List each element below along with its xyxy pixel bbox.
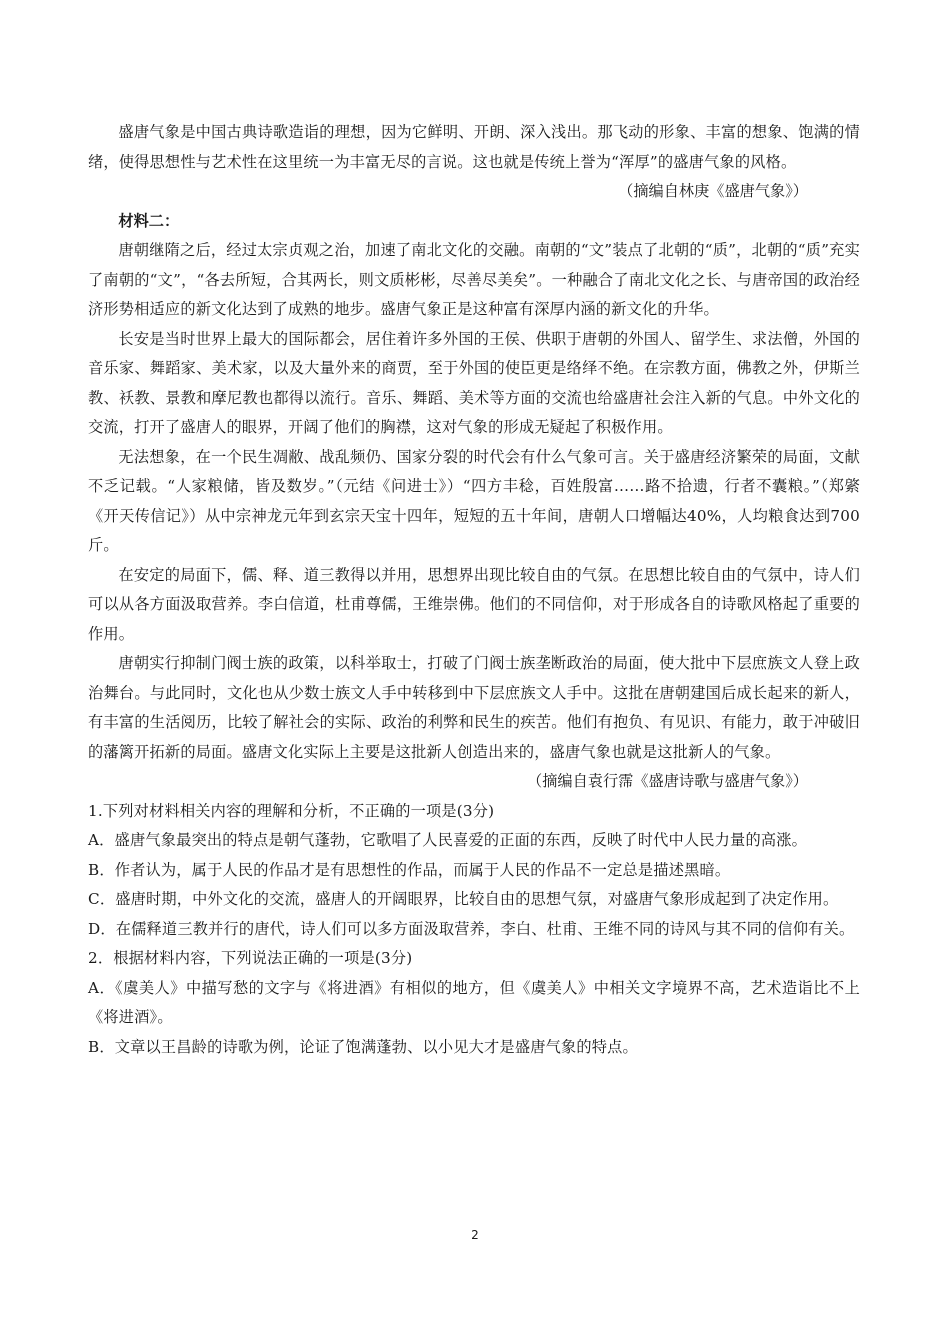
material2-source: （摘编自袁行霈《盛唐诗歌与盛唐气象》） — [527, 772, 808, 790]
material2-paragraph: 唐朝继隋之后，经过太宗贞观之治，加速了南北文化的交融。南朝的“文”装点了北朝的“质”，北朝的“质”充实了南朝的“文”，“各去所短，合其两长，则文质彬彬，尽善尽美矣”。一种融合了南北文化之长、与唐帝国的政治经济形势相适应的新文化达到了成熟的地步。盛唐气象正是这种富有深厚内涵的新文化的升华。 — [88, 241, 860, 318]
material1-source: （摘编自林庚《盛唐气象》） — [618, 182, 808, 200]
question-1-option-a: A．盛唐气象最突出的特点是朝气蓬勃，它歌唱了人民喜爱的正面的东西，反映了时代中人民力量的高涨。 — [88, 831, 807, 849]
material2-paragraph: 在安定的局面下，儒、释、道三教得以并用，思想界出现比较自由的气氛。在思想比较自由的气氛中，诗人们可以从各方面汲取营养。李白信道，杜甫尊儒，王维崇佛。他们的不同信仰，对于形成各自的诗歌风格起了重要的作用。 — [88, 565, 860, 643]
material1-paragraph: 盛唐气象是中国古典诗歌造诣的理想，因为它鲜明、开朗、深入浅出。那飞动的形象、丰富的想象、饱满的情绪，使得思想性与艺术性在这里统一为丰富无尽的言说。这也就是传统上誉为“浑厚”的盛唐气象的风格。 — [88, 123, 860, 171]
material2-heading: 材料二： — [118, 211, 180, 230]
question-1-option-c: C．盛唐时期，中外文化的交流，盛唐人的开阔眼界，比较自由的思想气氛，对盛唐气象形成起到了决定作用。 — [88, 890, 839, 908]
question-1-stem: 1.下列对材料相关内容的理解和分析，不正确的一项是(3分) — [88, 801, 495, 820]
question-1-option-b: B．作者认为，属于人民的作品才是有思想性的作品，而属于人民的作品不一定总是描述黑暗。 — [88, 860, 731, 879]
question-1-option-d: D．在儒释道三教并行的唐代，诗人们可以多方面汲取营养，李白、杜甫、王维不同的诗风与其不同的信仰有关。 — [88, 919, 855, 938]
material2-paragraph: 无法想象，在一个民生凋敝、战乱频仍、国家分裂的时代会有什么气象可言。关于盛唐经济繁荣的局面，文献不乏记载。“人家粮储，皆及数岁。”（元结《问进士》）“四方丰稔，百姓殷富……路不拾遗，行者不囊粮。”（郑綮《开天传信记》）从中宗神龙元年到玄宗天宝十四年，短短的五十年间，唐朝人口增幅达40%，人均粮食达到700斤。 — [88, 447, 860, 554]
question-2-stem: 2．根据材料内容，下列说法正确的一项是(3分) — [88, 949, 413, 967]
question-2-option-b: B．文章以王昌龄的诗歌为例，论证了饱满蓬勃、以小见大才是盛唐气象的特点。 — [88, 1037, 638, 1056]
material2-paragraph: 长安是当时世界上最大的国际都会，居住着许多外国的王侯、供职于唐朝的外国人、留学生、求法僧，外国的音乐家、舞蹈家、美术家，以及大量外来的商贾，至于外国的使臣更是络绎不绝。在宗教方面，佛教之外，伊斯兰教、袄教、景教和摩尼教也都得以流行。音乐、舞蹈、美术等方面的交流也给盛唐社会注入新的气息。中外文化的交流，打开了盛唐人的眼界，开阔了他们的胸襟，这对气象的形成无疑起了积极作用。 — [88, 329, 860, 436]
question-2-option-a: A．《虞美人》中描写愁的文字与《将进酒》有相似的地方，但《虞美人》中相关文字境界不高，艺术造诣比不上《将进酒》。 — [88, 978, 860, 1026]
material2-paragraph: 唐朝实行抑制门阀士族的政策，以科举取士，打破了门阀士族垄断政治的局面，使大批中下层庶族文人登上政治舞台。与此同时，文化也从少数士族文人手中转移到中下层庶族文人手中。这批在唐朝建国后成长起来的新人，有丰富的生活阅历，比较了解社会的实际、政治的利弊和民生的疾苦。他们有抱负、有见识、有能力，敢于冲破旧的藩篱开拓新的局面。盛唐文化实际上主要是这批新人创造出来的，盛唐气象也就是这批新人的气象。 — [88, 654, 860, 761]
document-body — [88, 118, 860, 1062]
page-number: 2 — [471, 1228, 479, 1242]
